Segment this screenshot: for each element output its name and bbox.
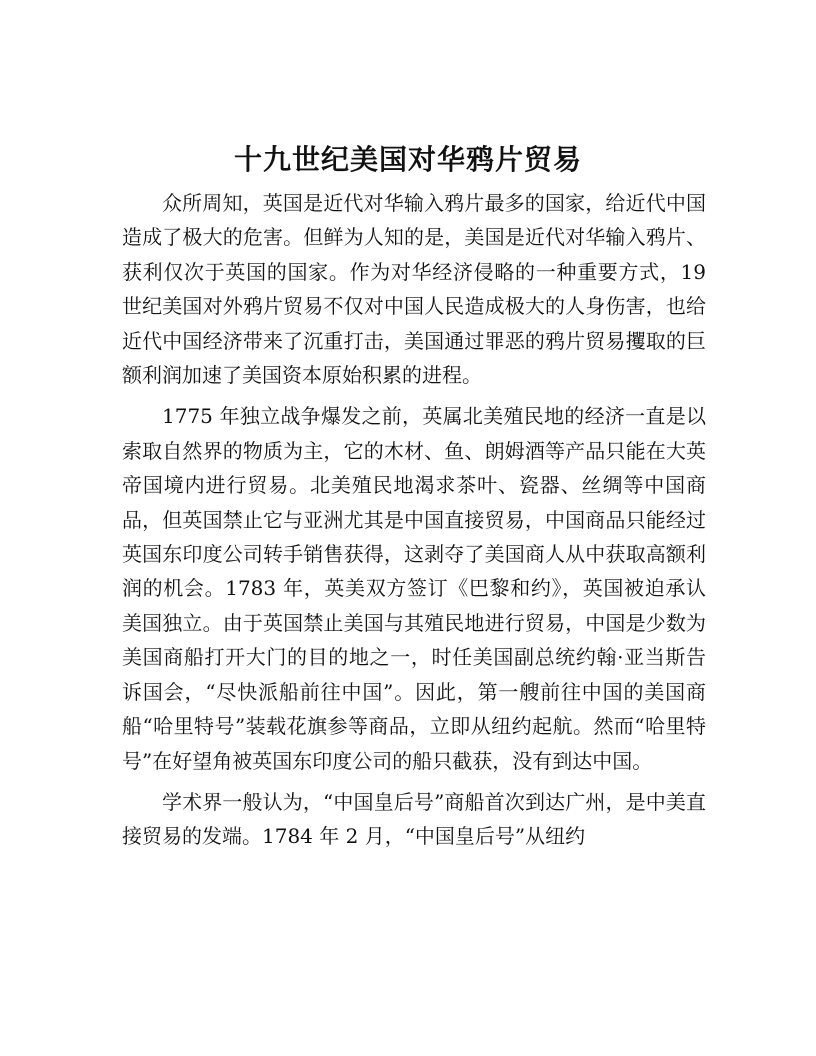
paragraph-3: 学术界一般认为，“中国皇后号”商船首次到达广州，是中美直接贸易的发端。1784 年 2 月，“中国皇后号”从纽约 <box>122 789 706 849</box>
document-body <box>122 186 706 861</box>
paragraph-2: 1775 年独立战争爆发之前，英属北美殖民地的经济一直是以索取自然界的物质为主，它的木材、鱼、朗姆酒等产品只能在大英帝国境内进行贸易。北美殖民地渴求茶叶、瓷器、丝绸等中国商品，但英国禁止它与亚洲尤其是中国直接贸易，中国商品只能经过英国东印度公司转手销售获得，这剥夺了美国商人从中获取高额利润的机会。1783 年，英美双方签订《巴黎和约》，英国被迫承认美国独立。由于英国禁止美国与其殖民地进行贸易，中国是少数为美国商船打开大门的目的地之一，时任美国副总统约翰·亚当斯告诉国会，“尽快派船前往中国”。因此，第一艘前往中国的美国商船“哈里特号”装载花旗参等商品，立即从纽约起航。然而“哈里特号”在好望角被英国东印度公司的船只截获，没有到达中国。 <box>122 404 706 773</box>
document-title: 十九世纪美国对华鸦片贸易 <box>233 143 582 176</box>
paragraph-1: 众所周知，英国是近代对华输入鸦片最多的国家，给近代中国造成了极大的危害。但鲜为人知的是，美国是近代对华输入鸦片、获利仅次于英国的国家。作为对华经济侵略的一种重要方式，19 世纪美国对外鸦片贸易不仅对中国人民造成极大的人身伤害，也给近代中国经济带来了沉重打击，美国通过罪恶的鸦片贸易攫取的巨额利润加速了美国资本原始积累的进程。 <box>122 191 706 388</box>
